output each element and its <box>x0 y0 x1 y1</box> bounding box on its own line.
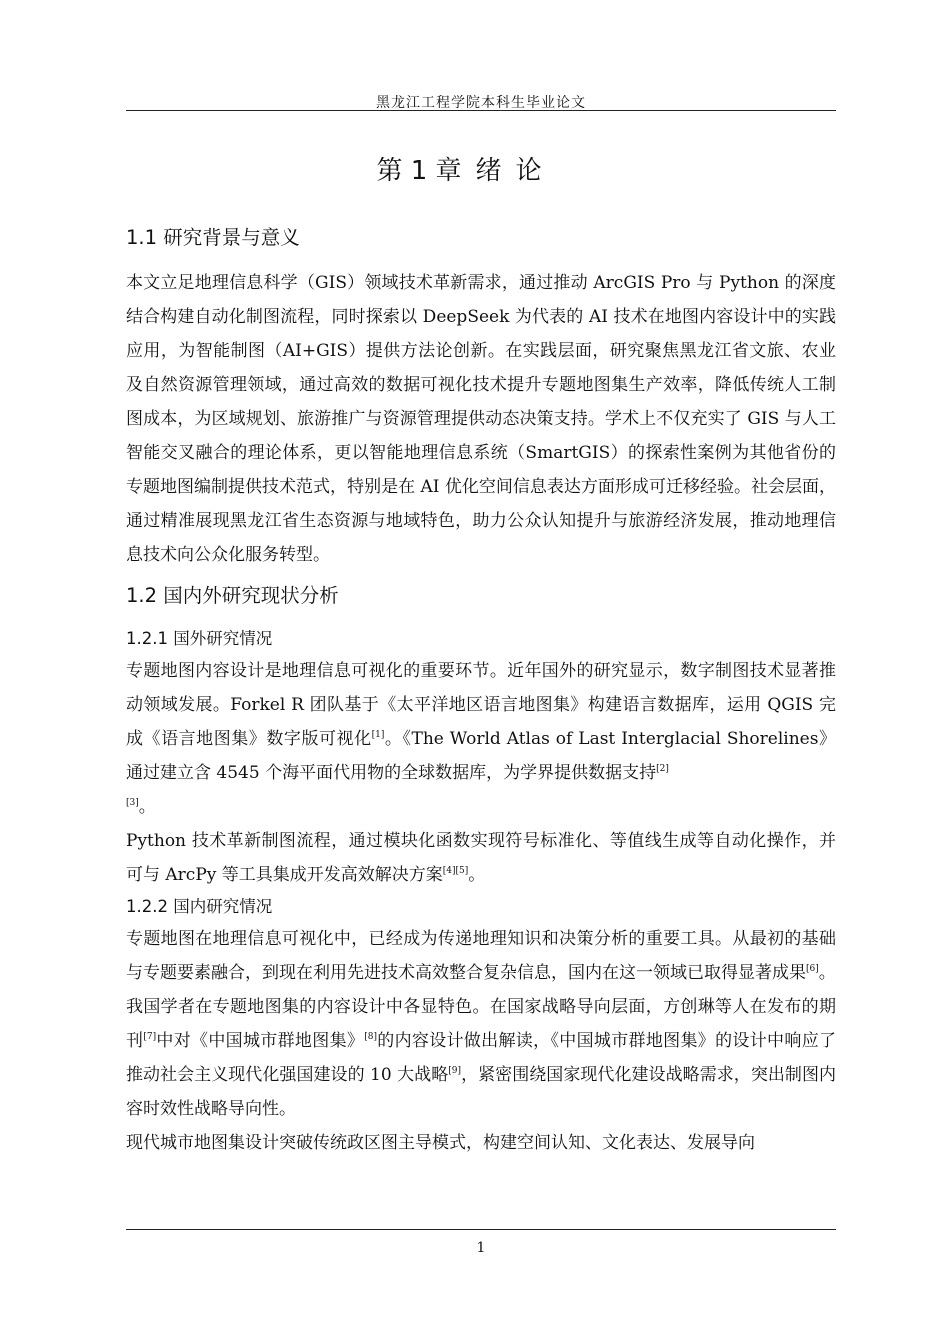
citation: [8] <box>364 1032 377 1042</box>
subsection-heading-1-2-2: 1.2.2 国内研究情况 <box>126 897 273 916</box>
text-run: 我国学者在专题地图集的内容设计中各显特色。在国家战略导向层面，方创琳等人在发布的期刊 <box>126 997 836 1051</box>
chapter-word: 绪 <box>475 156 502 186</box>
section-heading-1-1: 1.1 研究背景与意义 <box>126 226 300 249</box>
text-run: 专题地图在地理信息可视化中，已经成为传递地理知识和决策分析的重要工具。从最初的基础与专题要素融合，到现在利用先进技术高效整合复杂信息，国内在这一领域已取得显著成果 <box>126 929 836 983</box>
chapter-name: 论 <box>515 156 586 186</box>
chapter-number: 第 1 章 <box>376 156 462 186</box>
body-content <box>126 222 836 1160</box>
subsection-heading-1-2-1: 1.2.1 国外研究情况 <box>126 629 273 648</box>
text-run: 中对《中国城市群地图集》 <box>156 1031 365 1051</box>
citation: [6] <box>806 964 819 974</box>
text-run: 。 <box>138 797 156 817</box>
paragraph-foreign-2 <box>126 824 836 892</box>
section-heading-1-2: 1.2 国内外研究现状分析 <box>126 584 339 607</box>
citation: [4][5] <box>442 866 469 876</box>
header-divider <box>126 110 836 111</box>
citation: [3] <box>126 798 139 808</box>
citation: [9] <box>448 1066 462 1076</box>
citation: [2] <box>656 764 669 774</box>
text-run: 。 <box>818 963 836 983</box>
footer-divider <box>126 1229 836 1230</box>
text-run: ，紧密围绕国家现代化建设战略需求，突出制图内容时效性战略导向性。 <box>126 1065 836 1119</box>
paragraph-foreign-1 <box>126 654 836 824</box>
running-header: 黑龙江工程学院本科生毕业论文 <box>376 95 586 111</box>
chapter-title <box>126 150 836 187</box>
text-run: Python 技术革新制图流程，通过模块化函数实现符号标准化、等值线生成等自动化操作，并可与 ArcPy 等工具集成开发高效解决方案 <box>126 831 836 885</box>
page-number: 1 <box>476 1240 486 1256</box>
paragraph-domestic-1 <box>126 922 836 990</box>
citation: [1] <box>371 730 385 740</box>
text-run: 。《The World Atlas of Last Interglacial Shorelines》通过建立含 4545 个海平面代用物的全球数据库，为学界提供数据支持 <box>126 729 836 783</box>
paragraph-domestic-2 <box>126 990 836 1126</box>
text-run: 专题地图内容设计是地理信息可视化的重要环节。近年国外的研究显示，数字制图技术显著推动领域发展。Forkel R 团队基于《太平洋地区语言地图集》构建语言数据库，运用 QGIS 完成《语言地图集》数字版可视化 <box>126 661 836 749</box>
citation: [7] <box>143 1032 157 1042</box>
text-run: 。 <box>468 865 486 885</box>
paragraph-background: 本文立足地理信息科学（GIS）领域技术革新需求，通过推动 ArcGIS Pro 与 Python 的深度结合构建自动化制图流程，同时探索以 DeepSeek 为代表的 AI 技术在地图内容设计中的实践应用，为智能制图（AI+GIS）提供方法论创新。在实践层面，研究聚焦黑龙江省文旅、农业及自然资源管理领域，通过高效的数据可视化技术提升专题地图集生产效率，降低传统人工制图成本，为区域规划、旅游推广与资源管理提供动态决策支持。学术上不仅充实了 GIS 与人工智能交叉融合的理论体系，更以智能地理信息系统（SmartGIS）的探索性案例为其他省份的专题地图编制提供技术范式，特别是在 AI 优化空间信息表达方面形成可迁移经验。社会层面，通过精准展现黑龙江省生态资源与地域特色，助力公众认知提升与旅游经济发展，推动地理信息技术向公众化服务转型。 <box>126 273 836 565</box>
paragraph-domestic-3: 现代城市地图集设计突破传统政区图主导模式，构建空间认知、文化表达、发展导向 <box>126 1133 755 1153</box>
text-run: 的内容设计做出解读，《中国城市群地图集》的设计中响应了推动社会主义现代化强国建设的 10 大战略 <box>126 1031 837 1085</box>
